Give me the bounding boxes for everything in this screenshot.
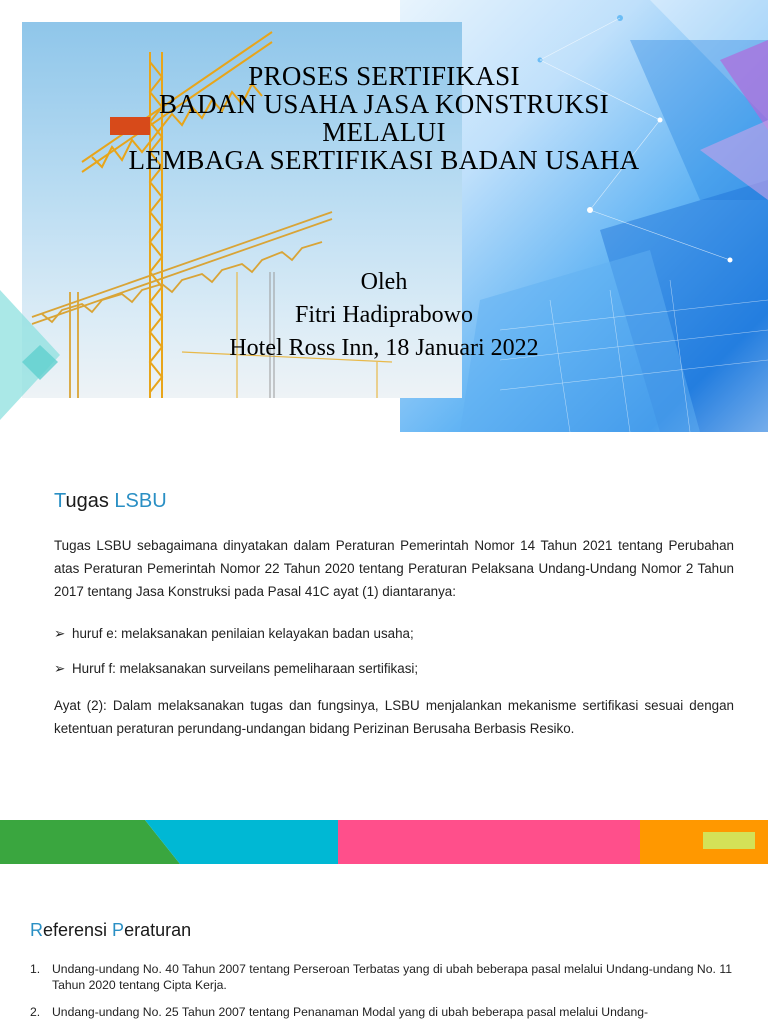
heading-initial-p: P <box>112 920 125 940</box>
list-item <box>30 1004 732 1020</box>
arrow-bullet-icon: ➢ <box>54 661 66 676</box>
title-line-4: LEMBAGA SERTIFIKASI BADAN USAHA <box>128 145 640 175</box>
list-number: 2. <box>30 1005 41 1019</box>
list-item: ➢ huruf e: melaksanakan penilaian kelayakan badan usaha; <box>54 626 414 641</box>
arrow-bullet-icon: ➢ <box>54 626 66 641</box>
list-text: Undang-undang No. 40 Tahun 2007 tentang Perseroan Terbatas yang di ubah beberapa pasal melalui Undang-undang No. 11 Tahun 2020 tentang Cipta Kerja. <box>52 962 732 992</box>
author-name: Fitri Hadiprabowo <box>295 302 473 328</box>
list-number: 1. <box>30 962 41 976</box>
list-text: Undang-undang No. 25 Tahun 2007 tentang Penanaman Modal yang di ubah beberapa pasal melalui Undang- <box>52 1005 649 1019</box>
slide-heading: Referensi Peraturan <box>30 920 192 940</box>
heading-initial: T <box>54 490 66 512</box>
stripe-pink <box>338 820 640 864</box>
venue-date: Hotel Ross Inn, 18 Januari 2022 <box>229 335 539 361</box>
closing-paragraph: Ayat (2): Dalam melaksanakan tugas dan fungsinya, LSBU menjalankan mekanisme sertifikasi sesuai dengan ketentuan peraturan perundang-undangan bidang Perizinan Berusaha Berbasis Resiko. <box>54 698 734 736</box>
title-line-2: BADAN USAHA JASA KONSTRUKSI <box>159 89 609 119</box>
author-by-label: Oleh <box>360 269 408 295</box>
list-item: ➢ Huruf f: melaksanakan surveilans pemeliharaan sertifikasi; <box>54 661 419 676</box>
list-item <box>30 961 732 993</box>
referensi-peraturan-slide <box>0 864 768 1024</box>
heading-accent: LSBU <box>114 490 167 512</box>
color-stripe-footer <box>0 820 768 864</box>
title-line-1: PROSES SERTIFIKASI <box>248 61 520 91</box>
title-line-3: MELALUI <box>322 117 446 147</box>
title-slide <box>0 0 768 432</box>
heading-rest: ugas <box>65 490 115 512</box>
author-info <box>0 266 768 365</box>
tugas-lsbu-slide <box>0 432 768 864</box>
presentation-title <box>0 62 768 174</box>
stripe-lime-block <box>703 832 755 849</box>
intro-paragraph: Tugas LSBU sebagaimana dinyatakan dalam Peraturan Pemerintah Nomor 14 Tahun 2021 tentang Perubahan atas Peraturan Pemerintah Nomor 22 Tahun 2020 tentang Peraturan Pelaksana Undang-Undang Nomor 2 Tahun 2017 tentang Jasa Konstruksi pada Pasal 41C ayat (1) diantaranya: <box>54 538 734 599</box>
heading-initial-r: R <box>30 920 43 940</box>
slide-heading <box>54 490 167 513</box>
